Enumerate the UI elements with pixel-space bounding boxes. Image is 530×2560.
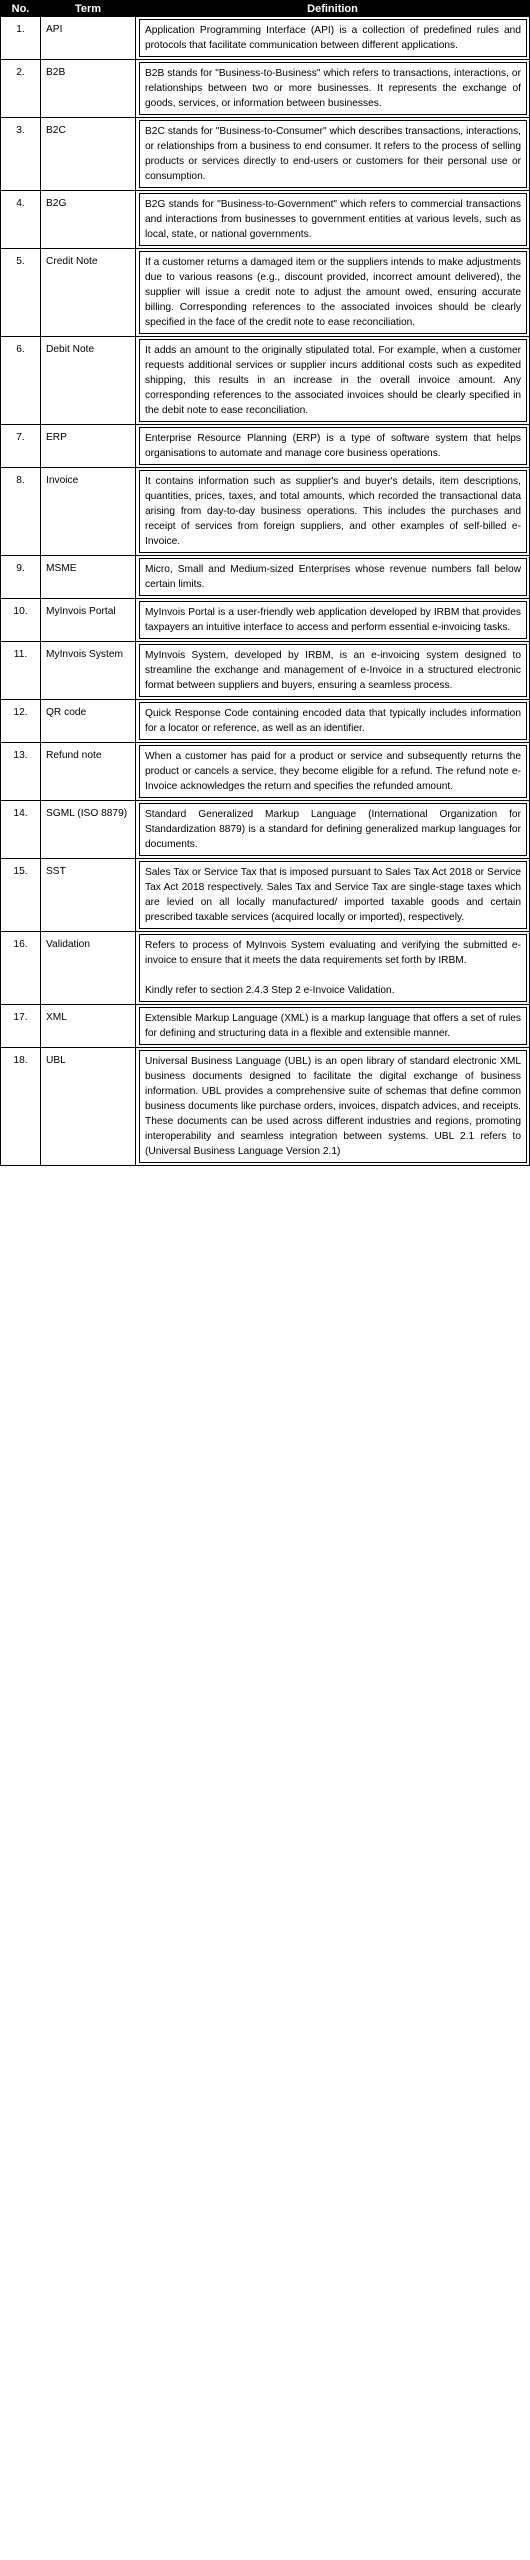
term-cell: Refund note — [41, 743, 136, 801]
definition-box — [139, 120, 527, 188]
definition-text: Refers to process of MyInvois System evaluating and verifying the submitted e-invoice to ensure that it meets the data requirements set forth by IRBM. — [145, 940, 521, 966]
term-cell: SGML (ISO 8879) — [41, 801, 136, 859]
term-cell: UBL — [41, 1048, 136, 1166]
row-number: 16. — [1, 932, 41, 1005]
table-row — [1, 801, 530, 859]
definition-box — [139, 702, 527, 740]
definition-cell — [136, 1005, 530, 1048]
term-cell: API — [41, 17, 136, 60]
table-row — [1, 599, 530, 642]
definition-box — [139, 934, 527, 1002]
definition-cell — [136, 118, 530, 191]
term-cell: MSME — [41, 556, 136, 599]
term-cell: B2C — [41, 118, 136, 191]
definition-cell — [136, 743, 530, 801]
row-number: 5. — [1, 249, 41, 337]
definition-box — [139, 193, 527, 246]
definition-cell — [136, 801, 530, 859]
definition-cell — [136, 17, 530, 60]
definition-box — [139, 601, 527, 639]
definition-text: Extensible Markup Language (XML) is a markup language that offers a set of rules for defining and structuring data in a flexible and extensible manner. — [145, 1013, 521, 1039]
table-row — [1, 468, 530, 556]
definition-text: Universal Business Language (UBL) is an open library of standard electronic XML business documents designed to facilitate the digital exchange of business information. UBL provides a comprehensive suite of schemas that define common business documents like purchase orders, invoices, dispatch advices, and receipts. These documents can be used across different industries and regions, promoting interoperability and seamless integration between systems. UBL 2.1 refers to (Universal Business Language Version 2.1) — [145, 1056, 521, 1157]
definition-text: MyInvois Portal is a user-friendly web application developed by IRBM that provides taxpayers an intuitive interface to access and perform essential e-invoicing tasks. — [145, 607, 521, 633]
definition-box — [139, 62, 527, 115]
term-cell: B2G — [41, 191, 136, 249]
definition-cell — [136, 468, 530, 556]
table-row — [1, 249, 530, 337]
definition-text: If a customer returns a damaged item or the suppliers intends to make adjustments due to various reasons (e.g., discount provided, incorrect amount delivered), the supplier will issue a credit note to adjust the amount owed, ensuring accurate billing. Corresponding references to the associated invoices should be clearly specified in the face of the credit note to ease reconciliation. — [145, 257, 521, 328]
table-row — [1, 932, 530, 1005]
table-row — [1, 859, 530, 932]
definition-box — [139, 644, 527, 697]
definition-text: B2C stands for "Business-to-Consumer" which describes transactions, interactions, or relationships from a business to end consumer. It refers to the process of selling products or services directly to end-users or customers for their personal use or consumption. — [145, 126, 521, 182]
definition-text: When a customer has paid for a product or service and subsequently returns the product or cancels a service, they become eligible for a refund. The refund note e-Invoice acknowledges the return and specifies the refunded amount. — [145, 751, 521, 792]
definition-box — [139, 1007, 527, 1045]
term-cell: QR code — [41, 700, 136, 743]
definition-cell — [136, 337, 530, 425]
definition-cell — [136, 932, 530, 1005]
term-cell: Validation — [41, 932, 136, 1005]
table-row — [1, 17, 530, 60]
table-row — [1, 743, 530, 801]
table-row — [1, 337, 530, 425]
table-row — [1, 1005, 530, 1048]
row-number: 11. — [1, 642, 41, 700]
definition-box — [139, 1050, 527, 1163]
row-number: 14. — [1, 801, 41, 859]
definition-text: It adds an amount to the originally stipulated total. For example, when a customer requests additional services or supplier incurs additional costs such as expedited shipping, this results in an increase in the overall invoice amount. Any corresponding references to the associated invoices should be clearly specified in the debit note to ease reconciliation. — [145, 345, 521, 416]
table-body — [1, 17, 530, 1166]
table-row — [1, 191, 530, 249]
definition-box — [139, 339, 527, 422]
table-row — [1, 642, 530, 700]
definition-text: Application Programming Interface (API) is a collection of predefined rules and protocols that facilitate communication between different applications. — [145, 25, 521, 51]
table-row — [1, 700, 530, 743]
definition-cell — [136, 599, 530, 642]
definition-text: MyInvois System, developed by IRBM, is an e-invoicing system designed to streamline the exchange and management of e-Invoice in a structured electronic format between suppliers and buyers, ensuring a seamless process. — [145, 650, 521, 691]
term-cell: B2B — [41, 60, 136, 118]
definition-box — [139, 19, 527, 57]
row-number: 15. — [1, 859, 41, 932]
definition-text: Kindly refer to section 2.4.3 Step 2 e-Invoice Validation. — [145, 985, 395, 996]
definition-box — [139, 803, 527, 856]
definition-cell — [136, 191, 530, 249]
glossary-table — [0, 0, 530, 1166]
definition-cell — [136, 425, 530, 468]
definition-cell — [136, 60, 530, 118]
row-number: 2. — [1, 60, 41, 118]
definition-box — [139, 470, 527, 553]
term-cell: SST — [41, 859, 136, 932]
definition-cell — [136, 556, 530, 599]
row-number: 4. — [1, 191, 41, 249]
row-number: 8. — [1, 468, 41, 556]
row-number: 18. — [1, 1048, 41, 1166]
definition-cell — [136, 249, 530, 337]
definition-cell — [136, 642, 530, 700]
definition-text: Standard Generalized Markup Language (International Organization for Standardization 8879) is a standard for defining generalized markup languages for documents. — [145, 809, 521, 850]
term-cell: Debit Note — [41, 337, 136, 425]
table-row — [1, 425, 530, 468]
table-row — [1, 1048, 530, 1166]
definition-box — [139, 251, 527, 334]
table-header-row — [1, 1, 530, 17]
definition-box — [139, 558, 527, 596]
definition-text: B2B stands for "Business-to-Business" which refers to transactions, interactions, or relationships between two or more businesses. It represents the exchange of goods, services, or information between businesses. — [145, 68, 521, 109]
row-number: 6. — [1, 337, 41, 425]
column-header-no: No. — [1, 1, 41, 17]
term-cell: Credit Note — [41, 249, 136, 337]
term-cell: Invoice — [41, 468, 136, 556]
column-header-term: Term — [41, 1, 136, 17]
definition-cell — [136, 859, 530, 932]
definition-cell — [136, 1048, 530, 1166]
definition-text: Quick Response Code containing encoded data that typically includes information for a locator or reference, as well as an identifier. — [145, 708, 521, 734]
definition-text: Enterprise Resource Planning (ERP) is a type of software system that helps organisations to automate and manage core business operations. — [145, 433, 521, 459]
column-header-definition: Definition — [136, 1, 530, 17]
definition-text: It contains information such as supplier's and buyer's details, item descriptions, quantities, prices, taxes, and total amounts, which recorded the transactional data arising from day-to-day business operations. This includes the purchases and receipt of services from foreign suppliers, and other examples of self-billed e-Invoice. — [145, 476, 521, 547]
table-row — [1, 118, 530, 191]
table-row — [1, 556, 530, 599]
row-number: 10. — [1, 599, 41, 642]
definition-box — [139, 427, 527, 465]
definition-box — [139, 861, 527, 929]
row-number: 12. — [1, 700, 41, 743]
definition-text: Sales Tax or Service Tax that is imposed pursuant to Sales Tax Act 2018 or Service Tax Act 2018 respectively. Sales Tax and Service Tax are single-stage taxes which are levied on all locally manufactured/ imported taxable goods and certain prescribed taxable services (acquired locally or imported), respectively. — [145, 867, 521, 923]
row-number: 3. — [1, 118, 41, 191]
table-row — [1, 60, 530, 118]
definition-text: Micro, Small and Medium-sized Enterprises whose revenue numbers fall below certain limits. — [145, 564, 521, 590]
definition-cell — [136, 700, 530, 743]
row-number: 7. — [1, 425, 41, 468]
definition-text: B2G stands for "Business-to-Government" which refers to commercial transactions and interactions from businesses to government entities at various levels, such as local, state, or national governments. — [145, 199, 521, 240]
term-cell: MyInvois System — [41, 642, 136, 700]
term-cell: XML — [41, 1005, 136, 1048]
definition-box — [139, 745, 527, 798]
row-number: 9. — [1, 556, 41, 599]
row-number: 1. — [1, 17, 41, 60]
row-number: 13. — [1, 743, 41, 801]
term-cell: ERP — [41, 425, 136, 468]
term-cell: MyInvois Portal — [41, 599, 136, 642]
row-number: 17. — [1, 1005, 41, 1048]
